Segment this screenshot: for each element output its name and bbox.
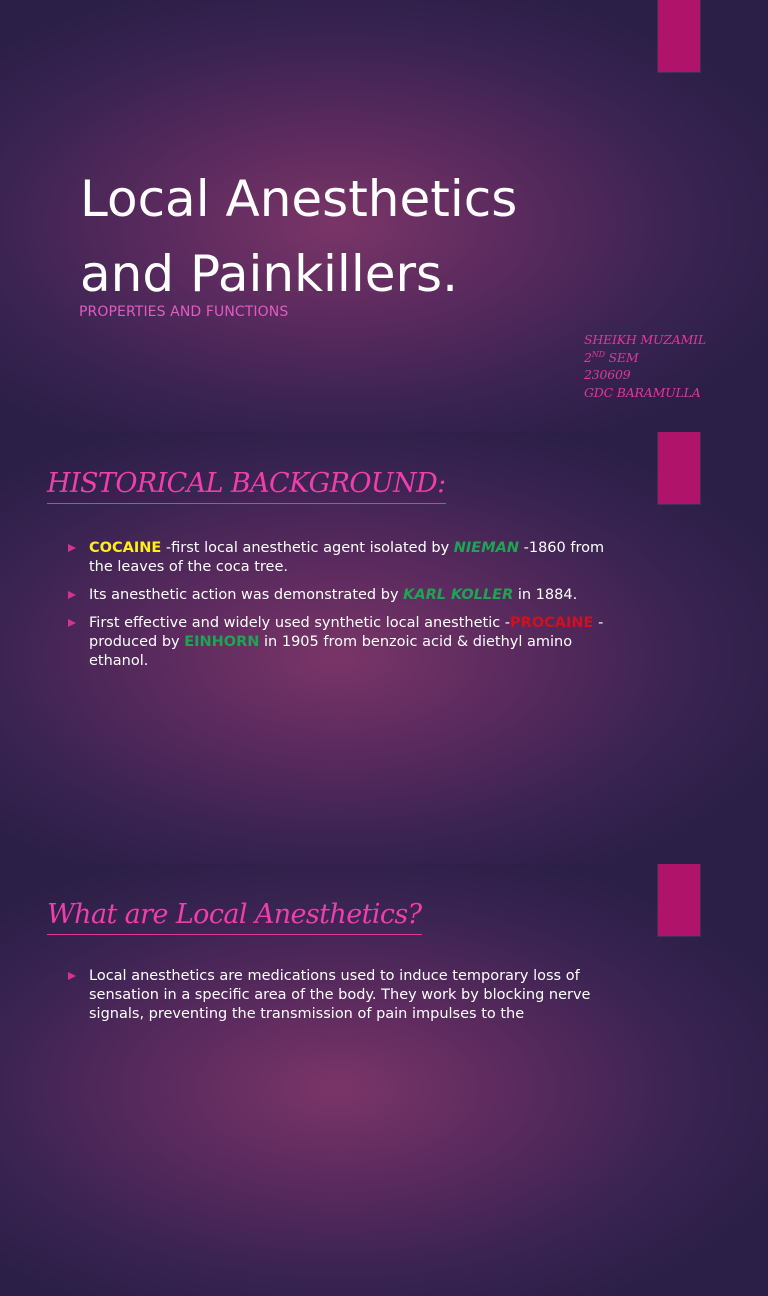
slide-heading: HISTORICAL BACKGROUND: xyxy=(47,468,446,504)
slide-heading: What are Local Anesthetics? xyxy=(47,899,422,935)
author-semester: 2ND SEM xyxy=(584,349,639,365)
accent-bar xyxy=(658,0,700,72)
author-college: GDC BARAMULLA xyxy=(584,384,701,400)
title-line-1: Local Anesthetics xyxy=(80,170,518,228)
keyword-nieman: NIEMAN xyxy=(453,540,520,556)
bullet-item: Local anesthetics are medications used to induce temporary loss of sensation in a specific area of the body. They work by blocking nerve signals, preventing the transmission of pain impulses to the xyxy=(66,967,611,1024)
bullet-arrow-icon xyxy=(68,972,76,980)
bullet-item: First effective and widely used synthetic local anesthetic -PROCAINE - produced by EINHORN in 1905 from benzoic acid & diethyl amino ethanol. xyxy=(66,614,626,671)
keyword-karl-koller: KARL KOLLER xyxy=(403,587,514,603)
accent-bar xyxy=(658,432,700,504)
bullet-arrow-icon xyxy=(68,591,76,599)
title-line-2: and Painkillers. xyxy=(80,245,458,303)
bullet-list xyxy=(66,539,626,680)
bullet-arrow-icon xyxy=(68,619,76,627)
bullet-item: COCAINE -first local anesthetic agent isolated by NIEMAN -1860 from the leaves of the coca tree. xyxy=(66,539,626,577)
author-block xyxy=(584,331,706,401)
slide-subtitle: PROPERTIES AND FUNCTIONS xyxy=(79,304,289,320)
historical-background-slide xyxy=(0,432,768,864)
slide-title xyxy=(80,162,640,312)
definition-slide xyxy=(0,864,768,1296)
title-slide xyxy=(0,0,768,432)
keyword-procaine: PROCAINE xyxy=(510,615,594,631)
bullet-arrow-icon xyxy=(68,544,76,552)
bullet-list xyxy=(66,967,611,1033)
accent-bar xyxy=(658,864,700,936)
keyword-cocaine: COCAINE xyxy=(89,540,162,556)
author-name: SHEIKH MUZAMIL xyxy=(584,332,707,347)
bullet-item: Its anesthetic action was demonstrated by KARL KOLLER in 1884. xyxy=(66,586,626,605)
author-roll-number: 230609 xyxy=(584,367,631,382)
keyword-einhorn: EINHORN xyxy=(184,634,260,650)
